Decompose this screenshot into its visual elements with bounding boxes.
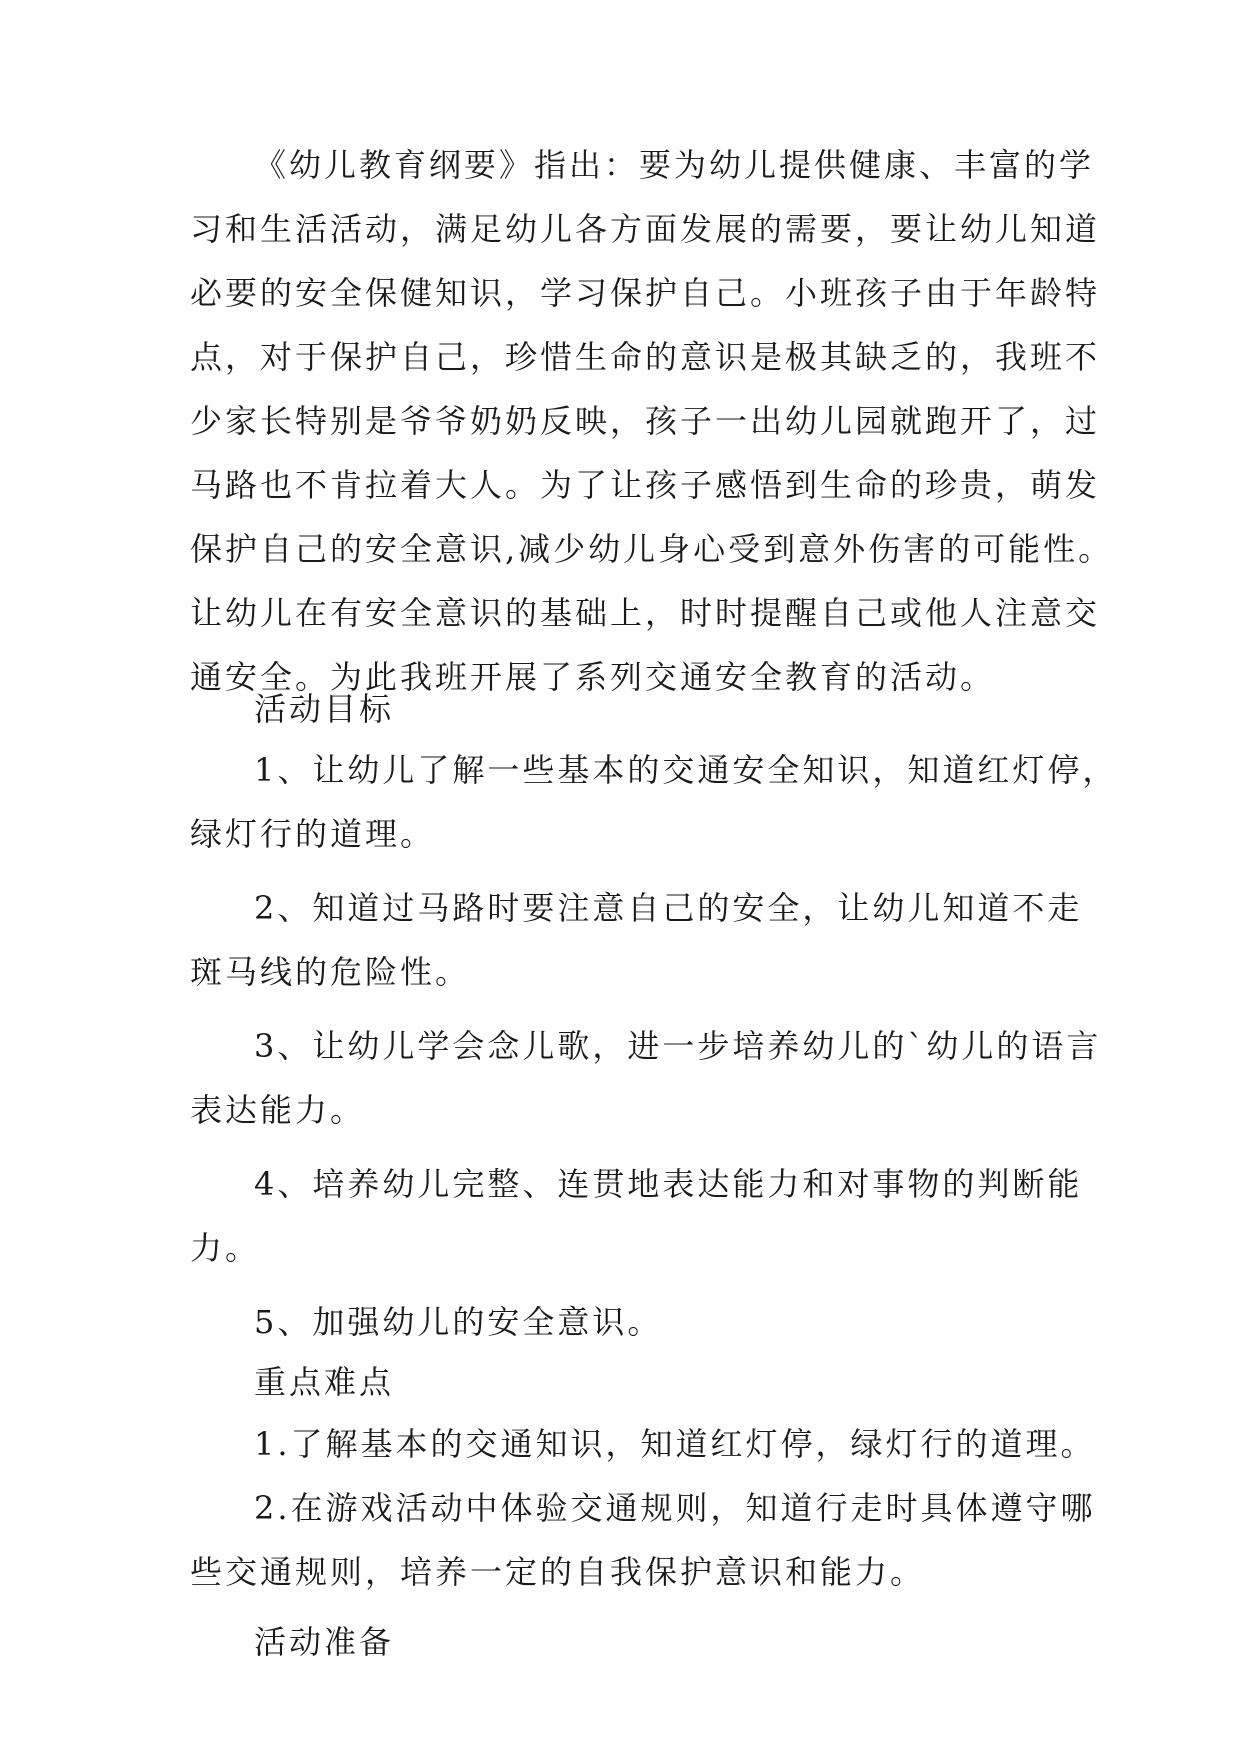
goal-line: 1、让幼儿了解一些基本的交通安全知识，知道红灯停， — [254, 751, 1118, 789]
goal-item — [190, 1152, 1083, 1280]
goal-line: 3、让幼儿学会念儿歌，进一步培养幼儿的`幼儿的语言 — [254, 1027, 1102, 1065]
intro-paragraph — [190, 133, 1114, 709]
intro-line: 少家长特别是爷爷奶奶反映，孩子一出幼儿园就跑开了，过 — [190, 402, 1101, 440]
key-point-line: 些交通规则，培养一定的自我保护意识和能力。 — [190, 1553, 926, 1591]
goal-line: 表达能力。 — [190, 1091, 366, 1129]
goal-item — [190, 1014, 1102, 1142]
intro-line: 必要的安全保健知识，学习保护自己。小班孩子由于年龄特 — [190, 274, 1101, 312]
goal-item — [190, 738, 1118, 866]
goal-line: 5、加强幼儿的安全意识。 — [254, 1303, 663, 1341]
goal-line: 斑马线的危险性。 — [190, 953, 471, 991]
intro-line: 《幼儿教育纲要》指出：要为幼儿提供健康、丰富的学 — [254, 146, 1095, 184]
heading-text: 活动准备 — [254, 1623, 395, 1661]
intro-line: 点，对于保护自己，珍惜生命的意识是极其缺乏的，我班不 — [190, 338, 1101, 376]
key-point-line: 2.在游戏活动中体验交通规则，知道行走时具体遵守哪 — [254, 1489, 1096, 1527]
key-point-item — [190, 1412, 1096, 1476]
section-heading-goals — [190, 677, 1060, 741]
intro-line: 习和生活活动，满足幼儿各方面发展的需要，要让幼儿知道 — [190, 210, 1101, 248]
key-point-line: 1.了解基本的交通知识，知道红灯停，绿灯行的道理。 — [254, 1425, 1096, 1463]
goal-line: 4、培养幼儿完整、连贯地表达能力和对事物的判断能 — [254, 1165, 1083, 1203]
intro-line: 马路也不肯拉着大人。为了让孩子感悟到生命的珍贵，萌发 — [190, 466, 1101, 504]
section-heading-key-points — [190, 1350, 1060, 1414]
goal-item — [190, 1290, 1060, 1354]
intro-line: 让幼儿在有安全意识的基础上，时时提醒自己或他人注意交 — [190, 594, 1101, 632]
intro-line: 保护自己的安全意识,减少幼儿身心受到意外伤害的可能性。 — [190, 530, 1114, 568]
goal-line: 绿灯行的道理。 — [190, 815, 436, 853]
heading-text: 重点难点 — [254, 1363, 395, 1401]
goal-item — [190, 876, 1083, 1004]
goal-line: 力。 — [190, 1229, 261, 1267]
heading-text: 活动目标 — [254, 690, 395, 728]
intro-line: 通安全。为此我班开展了系列交通安全教育的活动。 — [190, 658, 996, 696]
key-point-item — [190, 1476, 1096, 1604]
section-heading-preparation — [190, 1610, 1060, 1674]
goal-line: 2、知道过马路时要注意自己的安全，让幼儿知道不走 — [254, 889, 1083, 927]
